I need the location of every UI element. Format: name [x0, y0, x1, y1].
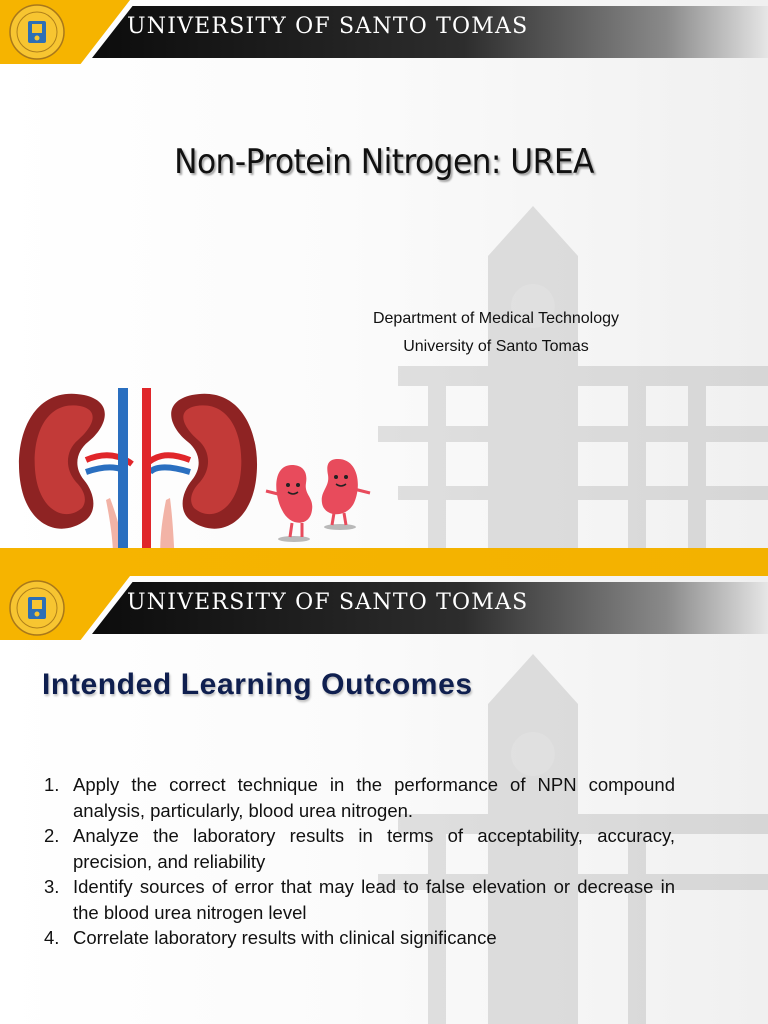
list-text: Apply the correct technique in the performance of NPN compound analysis, particularly, blood urea nitrogen.	[73, 774, 675, 821]
building-watermark	[338, 196, 768, 576]
kidneys-illustration	[14, 380, 262, 576]
list-text: Analyze the laboratory results in terms of acceptability, accuracy, precision, and reliability	[73, 825, 675, 872]
slide-title: Non-Protein Nitrogen: UREA	[174, 142, 594, 182]
list-text: Identify sources of error that may lead to false elevation or decrease in the blood urea nitrogen level	[73, 876, 675, 923]
university-title: UNIVERSITY OF SANTO TOMAS	[127, 14, 529, 39]
list-number: 3.	[44, 876, 60, 897]
department-block	[346, 305, 646, 361]
kidney-buddies-illustration	[262, 455, 374, 545]
list-number: 1.	[44, 774, 60, 795]
list-item	[44, 925, 675, 951]
university-seal-icon	[8, 579, 66, 637]
outcomes-list	[44, 772, 675, 951]
list-item	[44, 772, 675, 823]
list-item	[44, 823, 675, 874]
university-title: UNIVERSITY OF SANTO TOMAS	[127, 590, 529, 615]
list-number: 2.	[44, 825, 60, 846]
list-item	[44, 874, 675, 925]
list-number: 4.	[44, 927, 60, 948]
outcomes-slide	[0, 576, 768, 1024]
slide-header	[0, 576, 768, 640]
footer-gold-band	[0, 548, 768, 576]
department-line: Department of Medical Technology	[372, 310, 620, 327]
university-seal-icon	[8, 3, 66, 61]
list-text: Correlate laboratory results with clinical significance	[73, 927, 497, 948]
section-heading: Intended Learning Outcomes	[42, 668, 473, 701]
slide-header	[0, 0, 768, 64]
university-line: University of Santo Tomas	[403, 338, 589, 355]
